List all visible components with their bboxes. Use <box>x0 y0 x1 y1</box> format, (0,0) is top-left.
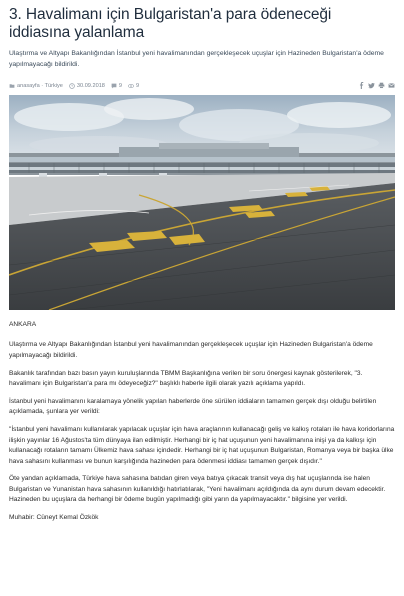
paragraph-4-quote: "İstanbul yeni havalimanı kullanılarak yapılacak uçuşlar için hava araçlarının kullanacağı geliş ve kalkış rotaları ile hava koridorlarına ilişkin yayınlar 16 Ağustos'ta tüm dünyaya ilan edilmiştir. Herhangi bir iç hat uçuşunun yeni havalimanına inişi ya da kalkışı için kullanacağı rotaların tamamı Ülkemiz hava sahası içindedir. Herhangi bir iç hat uçuşunun Bulgaristan, Romanya veya bir başka ülke hava sahasını kullanması ve bunun karşılığında hazineden para ödenmesi iddiası tamamen gerçek dışıdır." <box>9 426 395 465</box>
category-breadcrumb[interactable] <box>9 83 63 89</box>
airport-apron-image <box>9 95 395 310</box>
folder-icon <box>9 83 15 89</box>
email-icon[interactable] <box>388 82 395 89</box>
twitter-icon[interactable] <box>368 82 375 89</box>
paragraph-1: Ulaştırma ve Altyapı Bakanlığından İstanbul yeni havalimanından gerçekleşecek uçuşlar için Hazineden Bulgaristan'a ödeme yapılmayacağı bildirildi. <box>9 341 373 359</box>
article-title: 3. Havalimanı için Bulgaristan'a para ödeneceği iddiasına yalanlama <box>9 6 332 41</box>
article-meta <box>9 82 395 89</box>
paragraph-2: Bakanlık tarafından bazı basın yayın kuruluşlarında TBMM Başkanlığına verilen bir soru önergesi kaynak gösterilerek, "3. havalimanı için Bulgaristan'a para mı ödeyeceğiz?" başlıklı haberle ilgili olarak yazılı açıklama yapıldı. <box>9 369 363 388</box>
article-summary: Ulaştırma ve Altyapı Bakanlığından İstanbul yeni havalimanından gerçekleşecek uçuşlar için Hazineden Bulgaristan'a ödeme yapılmayacağı bildirildi. <box>9 50 384 68</box>
article-body <box>9 320 395 524</box>
print-icon[interactable] <box>378 82 385 89</box>
views-item <box>128 83 139 89</box>
comments-count: 9 <box>118 82 123 89</box>
reporter-credit: Muhabir: Cüneyt Kemal Özkök <box>9 514 99 522</box>
date-item <box>69 83 105 89</box>
share-bar <box>358 82 395 89</box>
article-photo <box>9 95 395 310</box>
eye-icon <box>128 83 134 89</box>
dateline: ANKARA <box>9 321 37 328</box>
comments-item[interactable] <box>111 83 122 89</box>
paragraph-5: Öte yandan açıklamada, Türkiye hava sahasına batıdan giren veya batıya çıkacak transit veya dış hat uçuşlarında ise halen Bulgaristan ve Yunanistan hava sahasının kullanıldığı hatırlatılarak, "Yeni havalimanı açıldığında da aynı durum devam edecektir. Hazineden bu uçuşlara da herhangi bir ödeme bugün yapılmadığı gibi yarın da yapılmayacaktır." bilgisine yer verildi. <box>9 475 386 504</box>
category-label: anasayfa · Türkiye <box>17 82 63 89</box>
clock-icon <box>69 83 75 89</box>
paragraph-3: İstanbul yeni havalimanını karalamaya yönelik yapılan haberlerde öne sürülen iddiaların tamamen gerçek dışı olduğu belirtilen açıklamada, şunlara yer verildi: <box>9 398 377 416</box>
comment-icon <box>111 83 117 89</box>
date-label: 30.09.2018 <box>76 82 105 89</box>
views-count: 9 <box>136 82 140 89</box>
facebook-icon[interactable] <box>358 82 365 89</box>
